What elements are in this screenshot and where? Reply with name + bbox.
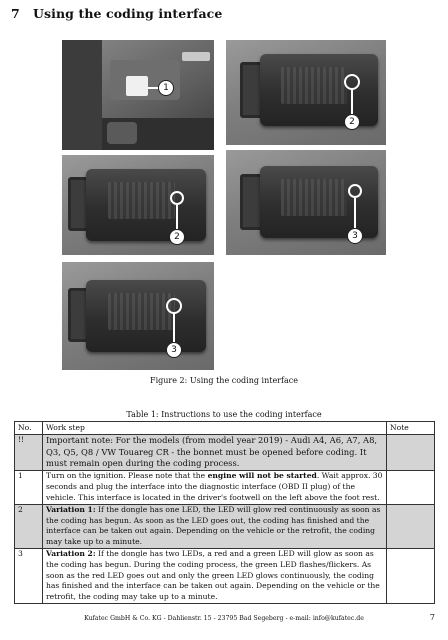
callout-badge-3b: 3 <box>166 342 182 358</box>
photo-dongle-coding-done <box>62 262 214 370</box>
step-1-text <box>43 470 387 504</box>
step-2-description: If the dongle has one LED, the LED will glow red continuously as soon as the coding has begun. As soon as the LED goes out, the coding has finished and the interface can be taken out again. Depending on the vehicle or the retrofit, the coding may take up to a minute. <box>46 505 381 546</box>
step-2-text <box>43 504 387 548</box>
step-1-emphasis: engine will not be started <box>207 471 317 481</box>
photo-dongle-one-led <box>62 155 214 255</box>
header-work-step: Work step <box>43 422 387 435</box>
table-row-step-2 <box>15 504 435 548</box>
callout-badge-1: 1 <box>158 80 174 96</box>
callout-badge-3a: 3 <box>347 228 363 244</box>
section-number: 7 <box>11 6 20 21</box>
step-1-text-part: Turn on the ignition. Please note that the <box>46 471 208 481</box>
row-note <box>387 504 435 548</box>
header-no: No. <box>15 422 43 435</box>
step-3-text <box>43 548 387 603</box>
row-number: 2 <box>15 504 43 548</box>
figure-caption: Figure 2: Using the coding interface <box>150 376 298 385</box>
step-3-description: If the dongle has two LEDs, a red and a green LED will glow as soon as the coding has begun. During the coding process, the green LED flashes/flickers. As soon as the red LED goes out and only the green LED glows continuously, the coding has finished and the interface can be taken out again. Depending on the vehicle or the retrofit, the coding may take up to a minute. <box>46 549 380 601</box>
row-note <box>387 434 435 470</box>
section-title: Using the coding interface <box>33 6 223 21</box>
page-footer: Kufatec GmbH & Co. KG - Dahlienstr. 15 - 23795 Bad Segeberg - e-mail: info@kufatec.de <box>84 615 364 622</box>
table-row-step-1 <box>15 470 435 504</box>
section-heading <box>11 6 222 21</box>
photo-dongle-two-leds <box>226 150 386 255</box>
variation-label: Variation 2: <box>46 549 96 559</box>
callout-badge-2a: 2 <box>344 114 360 130</box>
instructions-table <box>14 421 435 604</box>
header-note: Note <box>387 422 435 435</box>
row-note <box>387 548 435 603</box>
important-note-text: Important note: For the models (from model year 2019) - Audi A4, A6, A7, A8, Q3, Q5, Q8 / VW Touareg CR - the bonnet must be opened before coding. It must remain open during the coding process. <box>43 434 387 470</box>
variation-label: Variation 1: <box>46 505 96 515</box>
photo-dongle-led <box>226 40 386 145</box>
row-number: 1 <box>15 470 43 504</box>
table-header-row <box>15 422 435 435</box>
table-row-important <box>15 434 435 470</box>
row-number: !! <box>15 434 43 470</box>
callout-badge-2b: 2 <box>169 229 185 245</box>
table-row-step-3 <box>15 548 435 603</box>
step-1-text-part: . Wait approx. 30 seconds and plug the interface into the diagnostic interface (OBD II plug) of the vehicle. This interface is located in the driver's footwell on the left above the foot rest. <box>46 471 383 502</box>
row-number: 3 <box>15 548 43 603</box>
table-caption: Table 1: Instructions to use the coding interface <box>126 410 322 419</box>
page-number: 7 <box>429 613 435 622</box>
photo-footwell-obd-port <box>62 40 214 150</box>
row-note <box>387 470 435 504</box>
